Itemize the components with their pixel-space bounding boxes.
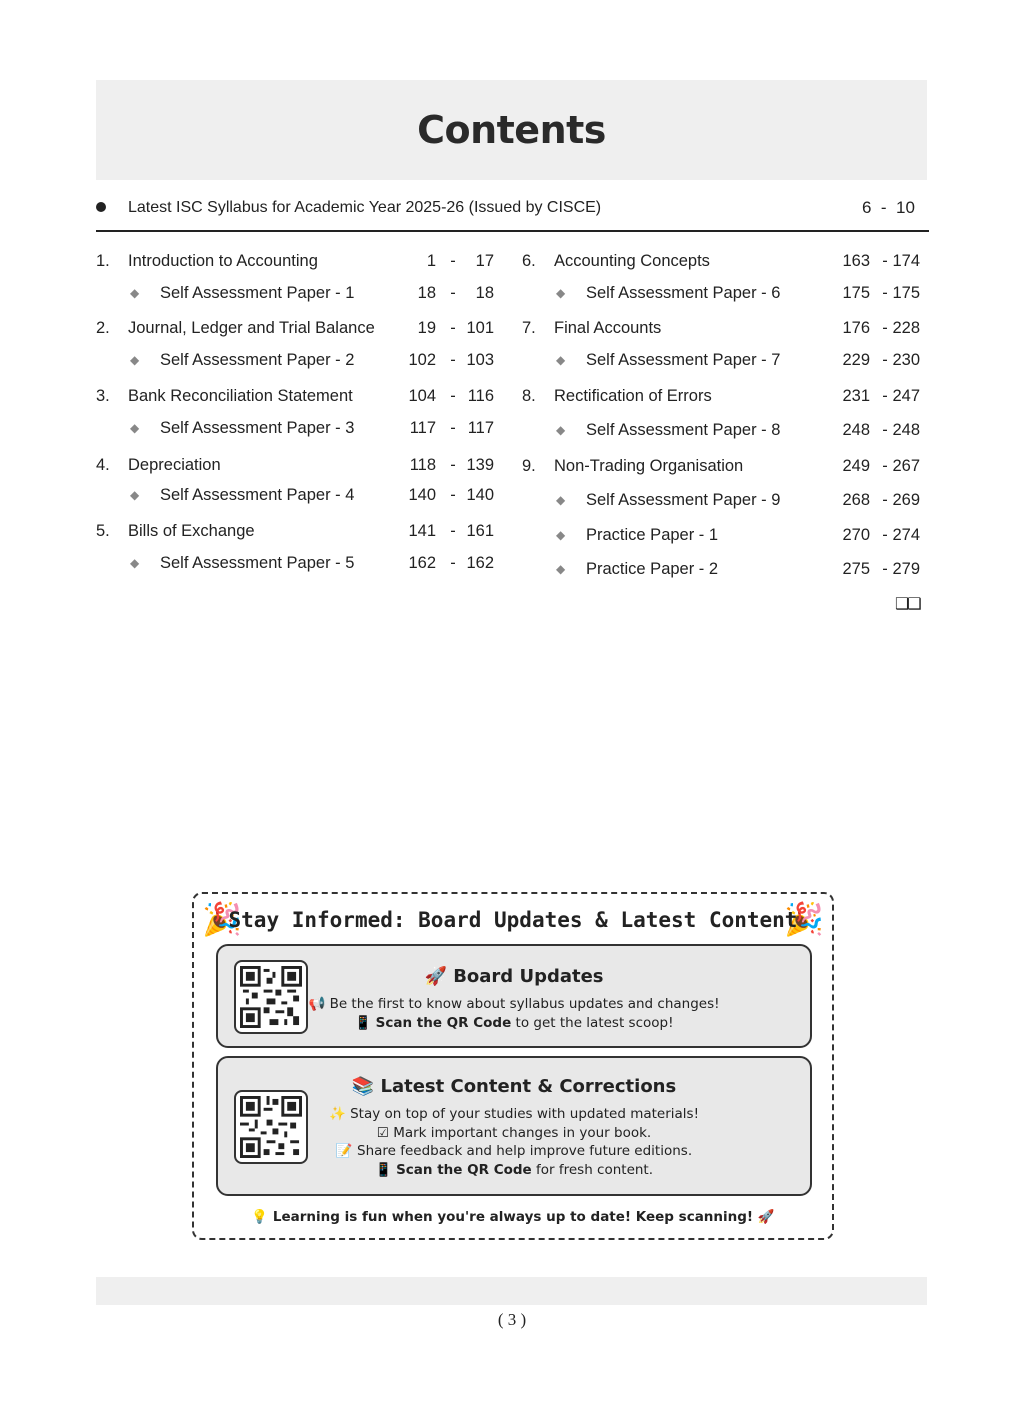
page-range-dash: - — [882, 252, 888, 270]
toc-entry-title: Rectification of Errors — [554, 387, 712, 405]
toc-entry[interactable] — [96, 316, 516, 340]
page-range-dash: - — [882, 457, 888, 475]
page-range-dash: - — [450, 486, 456, 504]
divider — [96, 230, 929, 232]
page-start: 275 — [842, 560, 870, 578]
board-updates-panel — [216, 944, 812, 1048]
toc-subentry-title: Self Assessment Paper - 6 — [586, 284, 781, 302]
diamond-bullet-icon: ◆ — [130, 353, 140, 367]
board-updates-line: 📢 Be the first to know about syllabus updates and changes! — [308, 996, 720, 1012]
toc-subentry-title: Self Assessment Paper - 3 — [160, 419, 355, 437]
toc-subentry[interactable] — [522, 557, 942, 581]
megaphone-icon: 📢 — [308, 996, 326, 1012]
toc-entry-title: Bank Reconciliation Statement — [128, 387, 353, 405]
toc-subentry[interactable] — [522, 418, 942, 442]
page-end: 247 — [892, 387, 920, 405]
page-end: 175 — [892, 284, 920, 302]
diamond-bullet-icon: ◆ — [556, 286, 566, 300]
stay-informed-box — [192, 892, 834, 1240]
board-updates-line: 📱 Scan the QR Code to get the latest scoop! — [354, 1015, 674, 1031]
phone-icon: 📱 — [354, 1015, 372, 1031]
toc-entry[interactable] — [522, 454, 942, 478]
toc-subentry[interactable] — [522, 488, 942, 512]
page-range-dash: - — [882, 284, 888, 302]
diamond-bullet-icon: ◆ — [556, 423, 566, 437]
toc-entry-number: 1. — [96, 252, 110, 270]
page-start: 118 — [409, 456, 436, 474]
page-end: 116 — [467, 387, 494, 405]
toc-entry[interactable] — [522, 384, 942, 408]
page-start: 163 — [842, 252, 870, 270]
end-mark: ❑❑ — [895, 596, 920, 613]
page-end: 139 — [466, 456, 494, 474]
toc-subentry[interactable] — [522, 281, 942, 305]
check-icon: ☑ — [376, 1125, 389, 1141]
syllabus-pages: 6 - 10 — [862, 198, 915, 217]
toc-entry-title: Introduction to Accounting — [128, 252, 318, 270]
diamond-bullet-icon: ◆ — [556, 528, 566, 542]
toc-entry[interactable] — [522, 249, 942, 273]
page-end: 248 — [892, 421, 920, 439]
toc-subentry[interactable] — [96, 416, 516, 440]
page-end: 161 — [466, 522, 494, 540]
latest-content-panel — [216, 1056, 812, 1196]
page-range-dash: - — [450, 252, 456, 270]
page-range-dash: - — [450, 554, 456, 572]
toc-subentry[interactable] — [522, 523, 942, 547]
page-range-dash: - — [882, 491, 888, 509]
diamond-bullet-icon: ◆ — [556, 353, 566, 367]
page-range-dash: - — [450, 351, 456, 369]
page-start: 229 — [842, 351, 870, 369]
page-start: 1 — [426, 252, 436, 270]
toc-subentry-title: Self Assessment Paper - 4 — [160, 486, 355, 504]
latest-content-line: 📱 Scan the QR Code for fresh content. — [374, 1162, 654, 1178]
latest-content-line: ✨ Stay on top of your studies with updated materials! — [329, 1106, 699, 1122]
toc-subentry[interactable] — [522, 348, 942, 372]
page-range-dash: - — [450, 419, 456, 437]
page-end: 269 — [892, 491, 920, 509]
lightbulb-icon: 💡 — [251, 1209, 269, 1225]
page-range-dash: - — [882, 526, 888, 544]
promo-footer: 💡 Learning is fun when you're always up to date! Keep scanning! 🚀 — [251, 1209, 775, 1225]
page-start: 231 — [842, 387, 870, 405]
toc-entry[interactable] — [96, 384, 516, 408]
toc-subentry-title: Self Assessment Paper - 7 — [586, 351, 781, 369]
page-end: 228 — [892, 319, 920, 337]
toc-subentry-title: Practice Paper - 2 — [586, 560, 719, 578]
toc-subentry[interactable] — [96, 551, 516, 575]
toc-subentry[interactable] — [96, 281, 516, 305]
toc-subentry-title: Self Assessment Paper - 9 — [586, 491, 781, 509]
diamond-bullet-icon: ◆ — [130, 421, 140, 435]
toc-entry-number: 8. — [522, 387, 536, 405]
page-end: 17 — [475, 252, 494, 270]
toc-entry-number: 9. — [522, 457, 536, 475]
page-start: 270 — [842, 526, 870, 544]
toc-entry-title: Final Accounts — [554, 319, 662, 337]
books-icon: 📚 — [351, 1076, 375, 1097]
memo-icon: 📝 — [335, 1143, 353, 1159]
latest-content-line: ☑ Mark important changes in your book. — [376, 1125, 652, 1141]
toc-entry-title: Journal, Ledger and Trial Balance — [128, 319, 375, 337]
page-end: 103 — [466, 351, 494, 369]
promo-title: Stay Informed: Board Updates & Latest Content — [228, 908, 798, 932]
page-end: 140 — [466, 486, 494, 504]
sparkles-icon: ✨ — [329, 1106, 346, 1122]
toc-entry-number: 4. — [96, 456, 110, 474]
toc-subentry-title: Self Assessment Paper - 2 — [160, 351, 355, 369]
page-end: 117 — [467, 419, 494, 437]
page-start: 268 — [842, 491, 870, 509]
toc-entry[interactable] — [96, 249, 516, 273]
page-start: 117 — [409, 419, 436, 437]
page-range-dash: - — [450, 522, 456, 540]
toc-entry[interactable] — [96, 519, 516, 543]
page-range-dash: - — [882, 319, 888, 337]
page-end: 279 — [892, 560, 920, 578]
page-start: 248 — [842, 421, 870, 439]
toc-subentry[interactable] — [96, 483, 516, 507]
page-start: 175 — [842, 284, 870, 302]
party-popper-icon: 🎉 — [202, 901, 242, 937]
syllabus-entry[interactable] — [96, 196, 927, 224]
page-number: ( 3 ) — [497, 1310, 527, 1329]
phone-icon: 📱 — [374, 1162, 392, 1178]
page-range-dash: - — [450, 456, 456, 474]
page-range-dash: - — [882, 387, 888, 405]
toc-entry-number: 5. — [96, 522, 110, 540]
page-range-dash: - — [450, 387, 456, 405]
syllabus-label: Latest ISC Syllabus for Academic Year 2025-26 (Issued by CISCE) — [128, 199, 602, 216]
page-title: Contents — [417, 108, 606, 152]
page-end: 274 — [892, 526, 920, 544]
diamond-bullet-icon: ◆ — [130, 556, 140, 570]
diamond-bullet-icon: ◆ — [556, 562, 566, 576]
latest-content-line: 📝 Share feedback and help improve future editions. — [335, 1143, 693, 1159]
toc-entry-number: 7. — [522, 319, 536, 337]
rocket-icon: 🚀 — [424, 966, 447, 987]
toc-subentry-title: Self Assessment Paper - 8 — [586, 421, 781, 439]
toc-entry[interactable] — [96, 453, 516, 477]
page-range-dash: - — [450, 319, 456, 337]
toc-subentry-title: Practice Paper - 1 — [586, 526, 719, 544]
toc-entry-title: Accounting Concepts — [554, 252, 710, 270]
toc-subentry[interactable] — [96, 348, 516, 372]
toc-entry[interactable] — [522, 316, 942, 340]
latest-content-heading: 📚 Latest Content & Corrections — [351, 1076, 677, 1097]
toc-entry-number: 3. — [96, 387, 110, 405]
party-popper-icon: 🎉 — [784, 901, 824, 937]
page-range-dash: - — [882, 421, 888, 439]
page-end: 267 — [892, 457, 920, 475]
page-end: 230 — [892, 351, 920, 369]
page-start: 162 — [408, 554, 436, 572]
contents-header — [96, 80, 927, 180]
page-start: 141 — [408, 522, 436, 540]
toc-entry-title: Bills of Exchange — [128, 522, 255, 540]
page-range-dash: - — [882, 560, 888, 578]
rocket-icon: 🚀 — [757, 1209, 775, 1225]
page-end: 174 — [892, 252, 920, 270]
toc-entry-number: 2. — [96, 319, 110, 337]
toc-entry-title: Non-Trading Organisation — [554, 457, 744, 475]
diamond-bullet-icon: ◆ — [130, 488, 140, 502]
toc-subentry-title: Self Assessment Paper - 5 — [160, 554, 355, 572]
page-end: 101 — [466, 319, 494, 337]
page-start: 140 — [408, 486, 436, 504]
toc-entry-number: 6. — [522, 252, 536, 270]
page-range-dash: - — [450, 284, 456, 302]
page-end: 162 — [466, 554, 494, 572]
footer-bar — [96, 1277, 927, 1305]
toc-entry-title: Depreciation — [128, 456, 221, 474]
page-start: 249 — [842, 457, 870, 475]
diamond-bullet-icon: ◆ — [130, 286, 140, 300]
page-start: 19 — [417, 319, 436, 337]
diamond-bullet-icon: ◆ — [556, 493, 566, 507]
toc-subentry-title: Self Assessment Paper - 1 — [160, 284, 355, 302]
page-start: 102 — [408, 351, 436, 369]
page-start: 104 — [408, 387, 436, 405]
page-start: 18 — [417, 284, 436, 302]
bullet-icon — [96, 202, 106, 212]
board-updates-heading: 🚀 Board Updates — [424, 966, 604, 987]
page-start: 176 — [842, 319, 870, 337]
page-range-dash: - — [882, 351, 888, 369]
page-end: 18 — [475, 284, 494, 302]
